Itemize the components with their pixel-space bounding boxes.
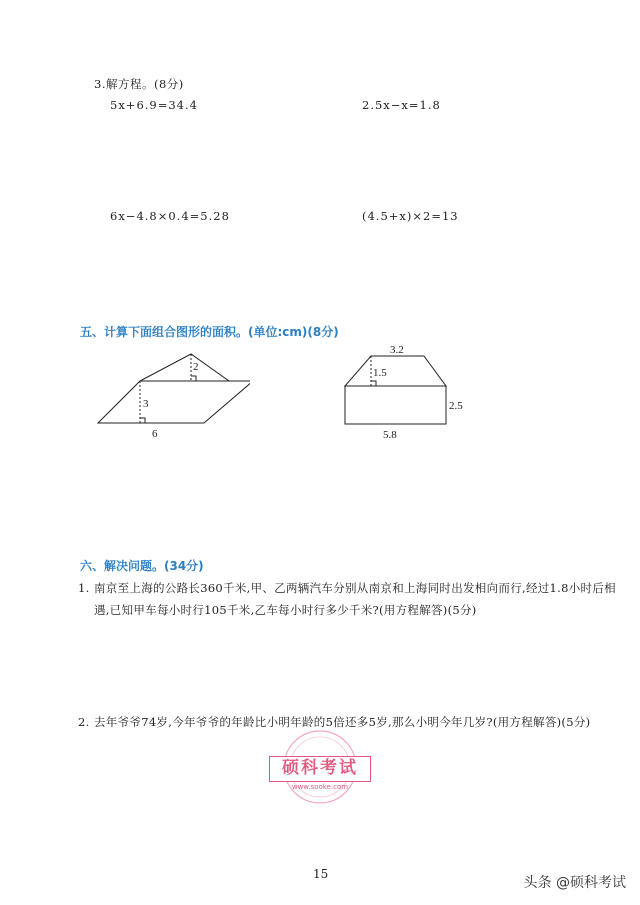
section5-title: 五、计算下面组合图形的面积。(单位:cm)(8分) xyxy=(80,325,339,339)
equation-4: (4.5+x)×2=13 xyxy=(362,209,459,223)
equation-1: 5x+6.9=34.4 xyxy=(110,98,198,112)
label-side: 2.5 xyxy=(449,400,463,412)
label-tri-height: 1.5 xyxy=(373,367,387,379)
label-height-bottom: 3 xyxy=(143,398,149,410)
right-angle-mark xyxy=(140,418,145,423)
label-base: 5.8 xyxy=(383,429,397,441)
label-top: 3.2 xyxy=(390,344,404,356)
problem-1 xyxy=(78,577,618,621)
section3-title: 3.解方程。(8分) xyxy=(94,77,184,91)
watermark-banner xyxy=(269,756,371,782)
watermark-url: www.sooke.com xyxy=(291,783,349,791)
figure-parallelogram-triangle xyxy=(90,345,250,440)
label-base: 6 xyxy=(152,428,158,440)
rectangle-shape xyxy=(345,386,446,424)
problem-2-number: 2. xyxy=(78,715,90,729)
triangle-shape xyxy=(140,354,229,381)
equation-2: 2.5x−x=1.8 xyxy=(362,98,441,112)
page-number: 15 xyxy=(313,867,329,881)
problem-1-text: 南京至上海的公路长360千米,甲、乙两辆汽车分别从南京和上海同时出发相向而行,经过1.8小时后相遇,已知甲车每小时行105千米,乙车每小时行多少千米?(用方程解答)(5分) xyxy=(94,581,616,617)
footer-attribution: 头条 @硕科考试 xyxy=(523,875,626,891)
right-angle-mark xyxy=(191,376,196,381)
equation-3: 6x−4.8×0.4=5.28 xyxy=(110,209,230,223)
watermark-stamp xyxy=(265,727,375,807)
figure-trapezoid-rectangle xyxy=(335,340,475,442)
right-angle-mark xyxy=(371,381,376,386)
label-height-top: 2 xyxy=(193,361,199,373)
problem-2-text: 去年爷爷74岁,今年爷爷的年龄比小明年龄的5倍还多5岁,那么小明今年几岁?(用方程解答)(5分) xyxy=(94,715,591,729)
section6-title: 六、解决问题。(34分) xyxy=(80,559,204,573)
watermark-name: 硕科考试 xyxy=(282,758,358,778)
trapezoid-shape xyxy=(345,356,446,386)
problem-1-number: 1. xyxy=(78,581,90,595)
parallelogram-shape xyxy=(98,381,250,423)
